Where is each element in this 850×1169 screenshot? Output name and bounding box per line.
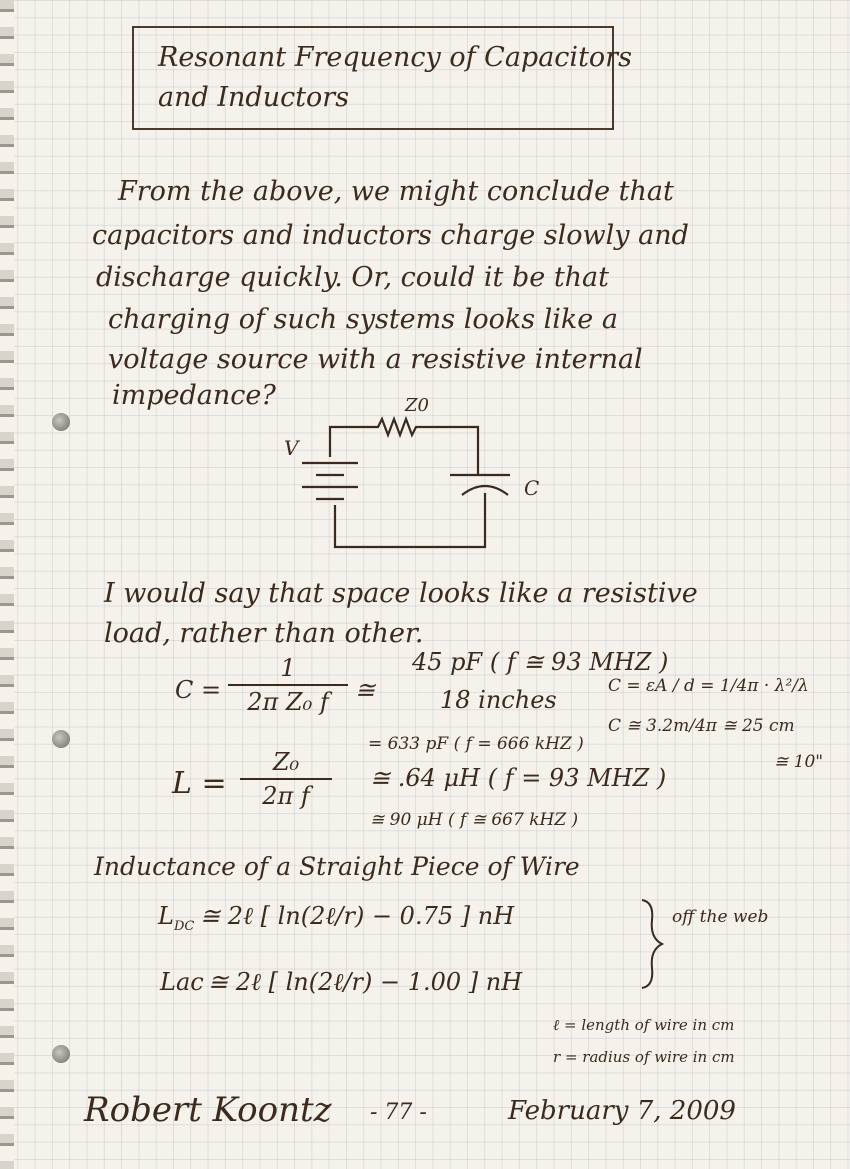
- paragraph-line: impedance?: [112, 380, 276, 411]
- punch-hole: [52, 1045, 70, 1063]
- page-number: - 77 -: [370, 1100, 427, 1125]
- circuit-wire-top: [330, 419, 478, 475]
- author-signature: Robert Koontz: [84, 1090, 332, 1130]
- wire-ac-lhs: Lac: [160, 968, 204, 996]
- page-date: February 7, 2009: [508, 1096, 736, 1126]
- statement-line: I would say that space looks like a resistive: [104, 578, 698, 609]
- wire-heading: Inductance of a Straight Piece of Wire: [94, 852, 580, 881]
- punch-hole: [52, 413, 70, 431]
- approx-sign: ≅: [355, 676, 376, 704]
- title-line-2: and Inductors: [158, 82, 350, 113]
- inductance-fraction: [240, 748, 332, 810]
- wire-dc-lhs: [158, 902, 194, 934]
- capacitance-value-666khz: = 633 pF ( f = 666 kHZ ): [368, 734, 584, 754]
- capacitance-value-93mhz: 45 pF ( f ≅ 93 MHZ ): [412, 648, 669, 676]
- wire-dc-subscript: DC: [173, 918, 195, 934]
- paragraph-line: discharge quickly. Or, could it be that: [96, 262, 609, 293]
- legend-length: ℓ = length of wire in cm: [553, 1016, 735, 1034]
- capacitance-denominator: 2π Z₀ f: [247, 688, 329, 716]
- resistor-label: Z0: [405, 395, 429, 416]
- inductance-value-93mhz: ≅ .64 μH ( f = 93 MHZ ): [370, 764, 667, 792]
- inductance-value-667khz: ≅ 90 μH ( f ≅ 667 kHZ ): [370, 810, 579, 830]
- capacitance-numerator: 1: [280, 654, 296, 682]
- source-label: V: [284, 436, 299, 460]
- paragraph-line: voltage source with a resistive internal: [108, 344, 643, 375]
- capacitor-label: C: [524, 476, 540, 500]
- paragraph-line: capacitors and inductors charge slowly and: [92, 220, 689, 251]
- side-equation-2: C ≅ 3.2m/4π ≅ 25 cm: [608, 716, 795, 736]
- legend-radius: r = radius of wire in cm: [553, 1048, 735, 1066]
- capacitance-fraction: [228, 654, 348, 716]
- punch-hole: [52, 730, 70, 748]
- source-note: off the web: [672, 907, 769, 927]
- inductance-denominator: 2π f: [262, 782, 310, 810]
- side-equation-3: ≅ 10": [774, 752, 824, 772]
- wire-ac-rhs: ≅ 2ℓ [ ln(2ℓ/r) − 1.00 ] nH: [208, 968, 523, 996]
- paragraph-line: charging of such systems looks like a: [108, 304, 618, 335]
- spiral-binding: [0, 0, 14, 1169]
- wire-dc-symbol: L: [158, 902, 174, 930]
- title-line-1: Resonant Frequency of Capacitors: [158, 42, 632, 73]
- paragraph-line: From the above, we might conclude that: [118, 176, 674, 207]
- capacitance-lhs: C =: [175, 676, 222, 704]
- brace-icon: [636, 898, 666, 990]
- inductance-numerator: Z₀: [272, 748, 300, 776]
- title-box: [132, 26, 632, 130]
- side-equation-1: C = εA / d = 1/4π · λ²/λ: [608, 676, 809, 696]
- circuit-diagram: [280, 395, 560, 565]
- capacitance-length: 18 inches: [440, 686, 557, 714]
- inductance-lhs: L =: [172, 766, 227, 801]
- statement-line: load, rather than other.: [104, 618, 424, 649]
- wire-dc-rhs: ≅ 2ℓ [ ln(2ℓ/r) − 0.75 ] nH: [200, 902, 515, 930]
